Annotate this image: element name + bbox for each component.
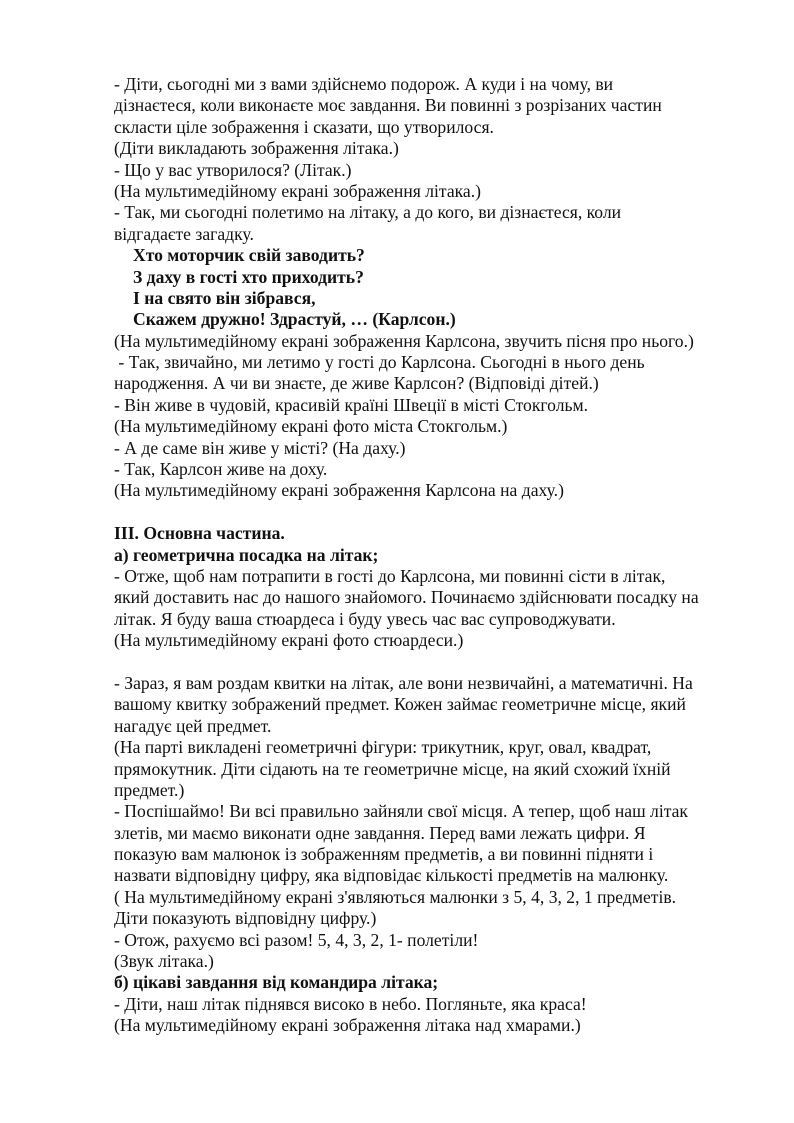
text-line: вашому квитку зображений предмет. Кожен займає геометричне місце, який [114,694,686,715]
text-line: (Діти викладають зображення літака.) [114,138,399,159]
text-line: який доставить нас до нашого знайомого. Починаємо здійснювати посадку на [114,587,699,608]
text-line: предмет.) [114,779,185,800]
text-line: - А де саме він живе у місті? (На даху.) [114,437,406,458]
text-line: злетів, ми маємо виконати одне завдання. Перед вами лежать цифри. Я [114,822,646,843]
text-line: (На мультимедійному екрані фото міста Стокгольм.) [114,416,508,437]
text-line: прямокутник. Діти сідають на те геометричне місце, на який схожий їхній [114,758,671,779]
text-line: - Діти, сьогодні ми з вами здійснемо подорож. А куди і на чому, ви [114,74,614,94]
document-page [114,74,754,1037]
after-riddle-paragraph [114,331,754,502]
text-line: Діти показують відповідну цифру.) [114,908,377,929]
riddle-line: Скажем дружно! Здрастуй, … (Карлсон.) [133,309,456,330]
blank-line [114,502,754,523]
text-line: (На парті викладені геометричні фігури: трикутник, круг, овал, квадрат, [114,737,652,758]
intro-paragraph [114,74,754,245]
text-line: - Отож, рахуємо всі разом! 5, 4, 3, 2, 1- полетіли! [114,929,479,950]
text-line: - Він живе в чудовій, красивій країні Швеції в місті Стокгольм. [114,394,589,415]
part-a1-paragraph [114,566,754,652]
text-line: (На мультимедійному екрані зображення літака.) [114,180,481,201]
text-line: скласти ціле зображення і сказати, що утворилося. [114,116,494,137]
text-line: (Звук літака.) [114,951,214,972]
text-line: - Отже, щоб нам потрапити в гості до Карлсона, ми повинні сісти в літак, [114,565,666,586]
riddle-line: З даху в гості хто приходить? [133,266,364,287]
part-a2-paragraph [114,673,754,972]
section-heading: ІІІ. Основна частина. [114,523,285,544]
text-line: - Так, ми сьогодні полетимо на літаку, а до кого, ви дізнаєтеся, коли [114,202,622,223]
text-line: (На мультимедійному екрані фото стюардеси.) [114,630,464,651]
text-line: ( На мультимедійному екрані з'являються малюнки з 5, 4, 3, 2, 1 предметів. [114,886,677,907]
subsection-heading-b: б) цікаві завдання від командира літака; [114,972,439,993]
subsection-heading-a: а) геометрична посадка на літак; [114,544,379,565]
part-b-paragraph [114,994,754,1037]
text-line: нагадує цей предмет. [114,715,272,736]
text-line: (На мультимедійному екрані зображення Карлсона на даху.) [114,480,564,501]
riddle-line: І на свято він зібрався, [133,287,316,308]
text-line: (На мультимедійному екрані зображення Карлсона, звучить пісня про нього.) [114,330,694,351]
text-line: - Так, Карлсон живе на доху. [114,459,328,480]
text-line: дізнаєтеся, коли виконаєте моє завдання. Ви повинні з розрізаних частин [114,95,662,116]
riddle-poem [114,245,754,331]
riddle-line: Хто моторчик свій заводить? [133,245,365,266]
text-line: - Поспішаймо! Ви всі правильно зайняли свої місця. А тепер, щоб наш літак [114,801,688,822]
text-line: - Зараз, я вам роздам квитки на літак, але вони незвичайні, а математичні. На [114,672,693,693]
text-line: показую вам малюнок із зображенням предметів, а ви повинні підняти і [114,844,654,865]
text-line: - Діти, наш літак піднявся високо в небо. Погляньте, яка краса! [114,993,587,1014]
text-line: - Так, звичайно, ми летимо у гості до Карлсона. Сьогодні в нього день [114,352,645,373]
text-line: народження. А чи ви знаєте, де живе Карлсон? (Відповіді дітей.) [114,373,599,394]
blank-line [114,652,754,673]
text-line: відгадаєте загадку. [114,223,254,244]
text-line: - Що у вас утворилося? (Літак.) [114,159,352,180]
text-line: назвати відповідну цифру, яка відповідає кількості предметів на малюнку. [114,865,669,886]
text-line: (На мультимедійному екрані зображення літака над хмарами.) [114,1015,581,1036]
text-line: літак. Я буду ваша стюардеса і буду увесь час вас супроводжувати. [114,608,616,629]
